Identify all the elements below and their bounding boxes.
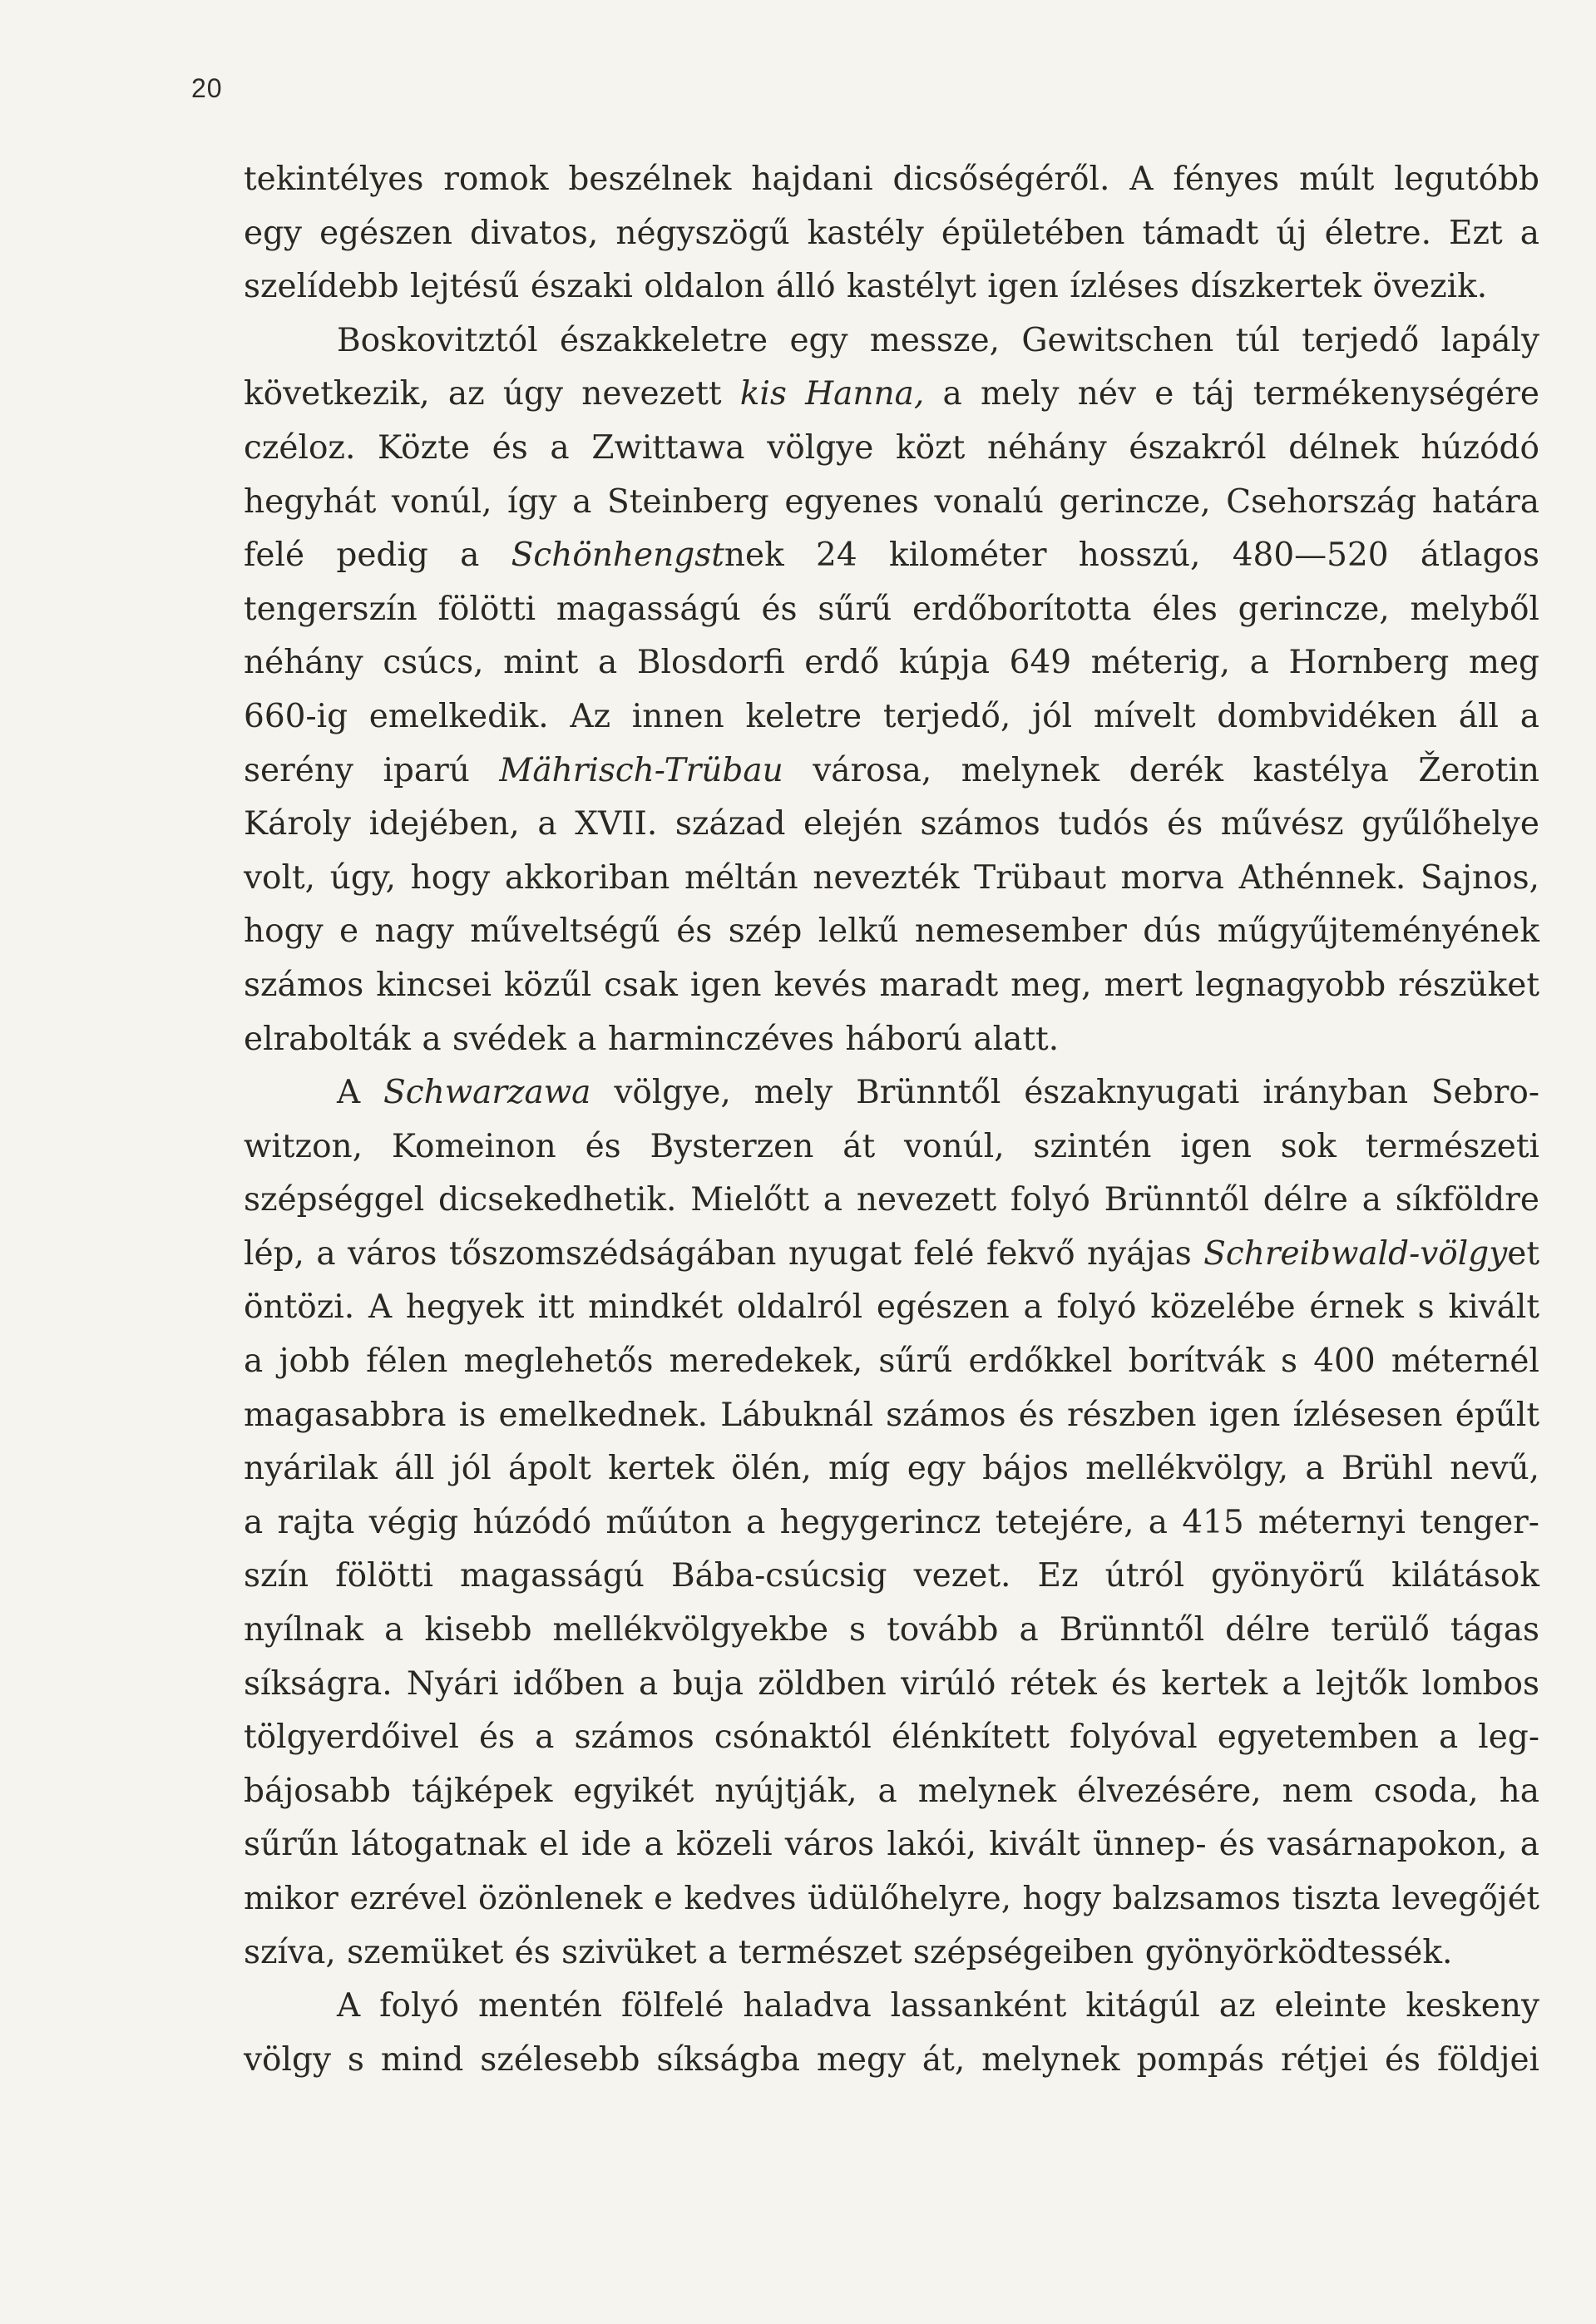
text-line: síkságra. Nyári időben a buja zöldben virúló rétek és kertek a lejtők lombos <box>244 1664 1539 1703</box>
italic-place-name: Schönhengst <box>511 536 724 575</box>
text-line: A folyó mentén fölfelé haladva lassanként kitágúl az eleinte keskeny <box>337 1987 1539 2025</box>
text-line: sűrűn látogatnak el ide a közeli város lakói, kivált ünnep- és vasárnapokon, a <box>244 1826 1539 1864</box>
text-line: völgy s mind szélesebb síkságba megy át, melynek pompás rétjei és földjei <box>244 2040 1539 2079</box>
text-line: szín fölötti magasságú Bába-csúcsig vezet. Ez útról gyönyörű kilátások <box>244 1557 1539 1595</box>
text-line: Károly idejében, a XVII. század elején számos tudós és művész gyűlőhelye <box>244 805 1539 843</box>
text-line: következik, az úgy nevezett kis Hanna, a mely név e táj termékenységére <box>244 375 1539 413</box>
body-text <box>244 153 1539 2087</box>
page-number: 20 <box>191 73 223 103</box>
text-line: magasabbra is emelkednek. Lábuknál számos és részben igen ízlésesen épűlt <box>244 1396 1539 1434</box>
text-line: hogy e nagy műveltségű és szép lelkű nemesember dús műgyűjteményének <box>244 912 1539 951</box>
text-line: lép, a város tőszomszédságában nyugat felé fekvő nyájas Schreibwald-völgyet <box>244 1234 1539 1273</box>
text-line: czéloz. Közte és a Zwittawa völgye közt néhány északról délnek húzódó <box>244 428 1539 467</box>
text-line: mikor ezrével özönlenek e kedves üdülőhelyre, hogy balzsamos tiszta levegőjét <box>244 1880 1539 1917</box>
text-line: tengerszín fölötti magasságú és sűrű erdőborította éles gerincze, melyből <box>244 590 1539 628</box>
text-line: bájosabb tájképek egyikét nyújtják, a melynek élvezésére, nem csoda, ha <box>244 1772 1539 1810</box>
text-line: néhány csúcs, mint a Blosdorfi erdő kúpja 649 méterig, a Hornberg meg <box>244 644 1539 682</box>
text-line: öntözi. A hegyek itt mindkét oldalról egészen a folyó közelébe érnek s kivált <box>244 1288 1539 1327</box>
text-line: Boskovitztól északkeletre egy messze, Gewitschen túl terjedő lapály <box>337 321 1539 359</box>
text-line: számos kincsei közűl csak igen kevés maradt meg, mert legnagyobb részüket <box>244 966 1539 1004</box>
text-line: nyárilak áll jól ápolt kertek ölén, míg egy bájos mellékvölgy, a Brühl nevű, <box>244 1450 1539 1488</box>
text-line: volt, úgy, hogy akkoriban méltán nevezték Trübaut morva Athénnek. Sajnos, <box>244 858 1539 897</box>
text-line: witzon, Komeinon és Bysterzen át vonúl, szintén igen sok természeti <box>244 1127 1539 1165</box>
text-line: A Schwarzawa völgye, mely Brünntől északnyugati irányban Sebro- <box>337 1074 1540 1112</box>
text-line: szíva, szemüket és szivüket a természet szépségeiben gyönyörködtessék. <box>244 1933 1453 1971</box>
text-line: egy egészen divatos, négyszögű kastély épületében támadt új életre. Ezt a <box>244 214 1539 252</box>
text-line: 660-ig emelkedik. Az innen keletre terjedő, jól mívelt dombvidéken áll a <box>244 697 1539 735</box>
text-line: szelídebb lejtésű északi oldalon álló kastélyt igen ízléses díszkertek övezik. <box>244 268 1488 306</box>
text-line: a rajta végig húzódó műúton a hegygerincz tetejére, a 415 méternyi tenger- <box>244 1503 1539 1541</box>
italic-place-name: kis Hanna, <box>739 375 925 413</box>
text-line: tekintélyes romok beszélnek hajdani dicsőségéről. A fényes múlt legutóbb <box>244 161 1539 198</box>
text-line: serény iparú Mährisch-Trübau városa, melynek derék kastélya Žerotin <box>244 751 1539 789</box>
text-line: tölgyerdőivel és a számos csónaktól élénkített folyóval egyetemben a leg- <box>244 1718 1539 1757</box>
italic-place-name: Mährisch-Trübau <box>499 751 783 789</box>
text-line: felé pedig a Schönhengstnek 24 kilométer hosszú, 480—520 átlagos <box>244 536 1539 575</box>
text-line: a jobb félen meglehetős meredekek, sűrű erdőkkel borítvák s 400 méternél <box>244 1342 1539 1381</box>
text-line: szépséggel dicsekedhetik. Mielőtt a nevezett folyó Brünntől délre a síkföldre <box>244 1181 1539 1219</box>
italic-place-name: Schwarzawa <box>383 1074 591 1112</box>
text-line: nyílnak a kisebb mellékvölgyekbe s tovább a Brünntől délre terülő tágas <box>244 1611 1539 1649</box>
text-line: hegyhát vonúl, így a Steinberg egyenes vonalú gerincze, Csehország határa <box>244 482 1539 521</box>
text-line: elrabolták a svédek a harminczéves háború alatt. <box>244 1020 1060 1058</box>
italic-place-name: Schreibwald-völgy <box>1203 1234 1508 1273</box>
